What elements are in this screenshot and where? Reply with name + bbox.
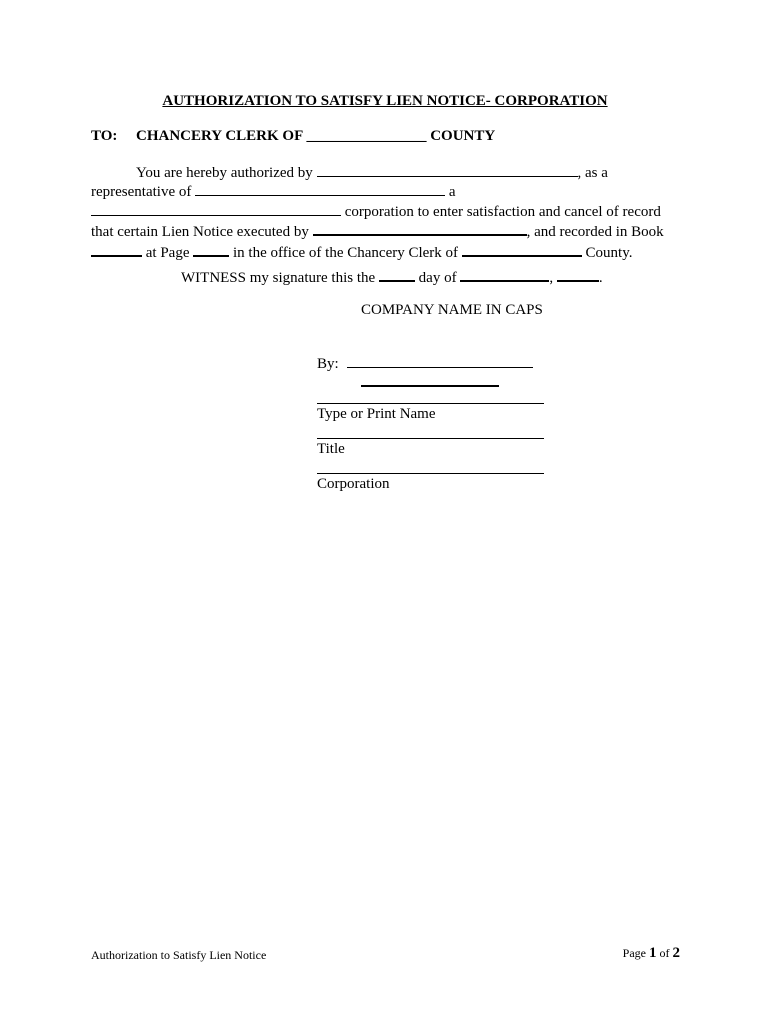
representative-blank[interactable] <box>195 182 445 196</box>
para-line-1: You are hereby authorized by , as a <box>136 165 608 181</box>
document-title: AUTHORIZATION TO SATISFY LIEN NOTICE- CORPORATION <box>162 93 608 109</box>
print-name-line[interactable] <box>317 403 544 404</box>
executor-blank[interactable] <box>313 221 527 236</box>
to-text-after: COUNTY <box>426 128 496 144</box>
by-line: By: <box>317 354 533 373</box>
witness-year-blank[interactable] <box>557 267 599 282</box>
to-text-before: CHANCERY CLERK OF <box>136 128 307 144</box>
para-line-2: representative of a <box>91 184 456 201</box>
witness-month-blank[interactable] <box>460 267 549 282</box>
para-line-4: that certain Lien Notice executed by , and recorded in Book <box>91 221 681 241</box>
para-line-3: corporation to enter satisfaction and cancel of record <box>91 202 681 221</box>
para-line-5: at Page in the office of the Chancery Clerk of County. <box>91 242 681 262</box>
page-number: Page 1 of 2 <box>622 945 680 961</box>
to-label: TO: <box>91 128 118 144</box>
footer-title: Authorization to Satisfy Lien Notice <box>91 948 267 962</box>
total-pages: 2 <box>672 945 680 961</box>
clerk-county-blank[interactable] <box>462 242 582 257</box>
state-blank[interactable] <box>91 202 341 216</box>
witness-line: WITNESS my signature this the day of , . <box>181 267 603 287</box>
page-blank[interactable] <box>193 242 229 257</box>
county-blank[interactable]: ________________ <box>306 128 427 144</box>
witness-day-blank[interactable] <box>379 267 415 282</box>
corporation-label: Corporation <box>317 476 390 492</box>
title-line[interactable] <box>317 438 544 439</box>
company-name: COMPANY NAME IN CAPS <box>361 302 543 318</box>
title-label: Title <box>317 441 345 457</box>
print-name-label: Type or Print Name <box>317 406 436 422</box>
current-page: 1 <box>649 945 657 961</box>
corporation-line[interactable] <box>317 473 544 474</box>
addressee-line <box>91 128 495 145</box>
by-signature-blank[interactable] <box>347 354 533 368</box>
authorization-paragraph <box>91 163 681 262</box>
signature-short-line[interactable] <box>361 385 499 387</box>
authorizer-blank[interactable] <box>317 163 578 177</box>
book-blank[interactable] <box>91 242 142 257</box>
